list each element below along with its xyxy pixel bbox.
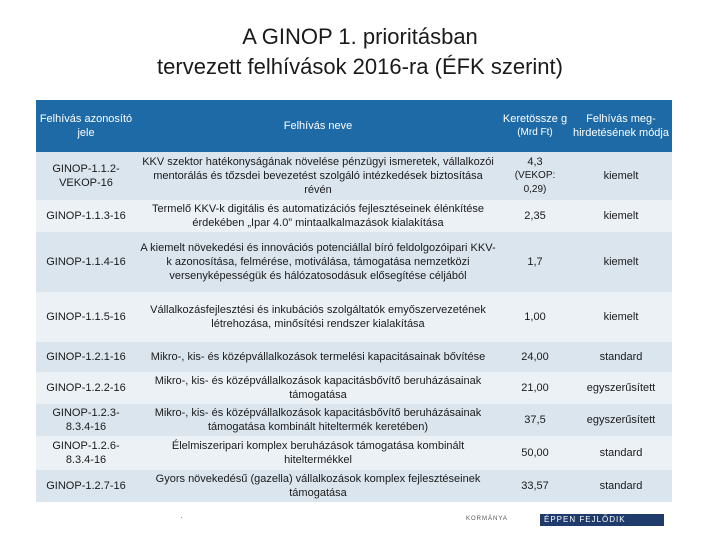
title-line-2: tervezett felhívások 2016-ra (ÉFK szerint) — [157, 54, 563, 79]
table-row — [36, 470, 672, 502]
header-budget-main: Keretössze g — [502, 113, 568, 125]
cell-budget: 37,5 — [500, 404, 570, 436]
footer-mark: · — [180, 512, 184, 523]
cell-name: Gyors növekedésű (gazella) vállalkozások komplex fejlesztéseinek támogatása — [136, 470, 500, 502]
table-row — [36, 404, 672, 436]
cell-budget: 50,00 — [500, 436, 570, 470]
cell-budget-note-2: 0,29) — [523, 184, 547, 195]
cell-budget: 2,35 — [500, 200, 570, 232]
cell-budget — [500, 152, 570, 200]
cell-id: GINOP-1.1.2- VEKOP-16 — [36, 152, 136, 200]
table-row — [36, 436, 672, 470]
header-budget — [500, 100, 570, 152]
table-header-row — [36, 100, 672, 152]
cell-id: GINOP-1.2.7-16 — [36, 470, 136, 502]
table-row — [36, 372, 672, 404]
cell-mode: kiemelt — [570, 232, 672, 292]
cell-name: Termelő KKV-k digitális és automatizációs fejlesztéseinek élénkítése érdekében „Ipar 4.0” mintaalkalmazások kialakítása — [136, 200, 500, 232]
cell-budget: 24,00 — [500, 342, 570, 372]
cell-name: KKV szektor hatékonyságának növelése pénzügyi ismeretek, vállalkozói mentorálás és tőzsdei bevezetést szolgáló intézkedések biztosítása révén — [136, 152, 500, 200]
cell-name: Élelmiszeripari komplex beruházások támogatása kombinált hiteltermékkel — [136, 436, 500, 470]
cell-budget-note-1: (VEKOP: — [514, 170, 556, 181]
header-mode: Felhívás meg- hirdetésének módja — [570, 100, 672, 152]
cell-budget: 1,00 — [500, 292, 570, 342]
table-row — [36, 200, 672, 232]
cell-mode: standard — [570, 470, 672, 502]
table-row — [36, 152, 672, 200]
cell-mode: egyszerűsített — [570, 372, 672, 404]
header-id: Felhívás azonosító jele — [36, 100, 136, 152]
cell-budget: 33,57 — [500, 470, 570, 502]
calls-table — [36, 100, 672, 502]
cell-budget: 1,7 — [500, 232, 570, 292]
table-row — [36, 292, 672, 342]
cell-mode: kiemelt — [570, 200, 672, 232]
cell-mode: egyszerűsített — [570, 404, 672, 436]
cell-name: A kiemelt növekedési és innovációs potenciállal bíró feldolgozóipari KKV-k azonosítása, felmérése, motiválása, támogatása nemzetközi versenyképességük és hálózatosodásuk elősegítése céljából — [136, 232, 500, 292]
cell-mode: kiemelt — [570, 292, 672, 342]
cell-id: GINOP-1.1.5-16 — [36, 292, 136, 342]
cell-mode: kiemelt — [570, 152, 672, 200]
cell-name: Mikro-, kis- és középvállalkozások termelési kapacitásainak bővítése — [136, 342, 500, 372]
cell-name: Vállalkozásfejlesztési és inkubációs szolgáltatók emyőszervezetének létrehozása, minősítési rendszer kialakítása — [136, 292, 500, 342]
cell-id: GINOP-1.2.1-16 — [36, 342, 136, 372]
title-line-1: A GINOP 1. prioritásban — [242, 24, 478, 49]
footer-gov-logo-text: KORMÁNYA — [466, 516, 508, 522]
cell-mode: standard — [570, 342, 672, 372]
header-name: Felhívás neve — [136, 100, 500, 152]
cell-id: GINOP-1.1.3-16 — [36, 200, 136, 232]
cell-budget-value: 4,3 — [527, 156, 543, 168]
footer-branding — [0, 504, 720, 540]
cell-id: GINOP-1.2.2-16 — [36, 372, 136, 404]
slide-title — [0, 22, 720, 82]
header-budget-unit: (Mrd Ft) — [517, 127, 553, 138]
cell-id: GINOP-1.2.6- 8.3.4-16 — [36, 436, 136, 470]
cell-name: Mikro-, kis- és középvállalkozások kapacitásbővítő beruházásainak támogatása — [136, 372, 500, 404]
footer-slogan-text: ÉPPEN FEJLŐDIK — [544, 515, 626, 524]
cell-mode: standard — [570, 436, 672, 470]
cell-id: GINOP-1.2.3- 8.3.4-16 — [36, 404, 136, 436]
cell-id: GINOP-1.1.4-16 — [36, 232, 136, 292]
table-row — [36, 342, 672, 372]
table-row — [36, 232, 672, 292]
cell-name: Mikro-, kis- és középvállalkozások kapacitásbővítő beruházásainak támogatása kombinált hiteltermék keretében) — [136, 404, 500, 436]
cell-budget: 21,00 — [500, 372, 570, 404]
